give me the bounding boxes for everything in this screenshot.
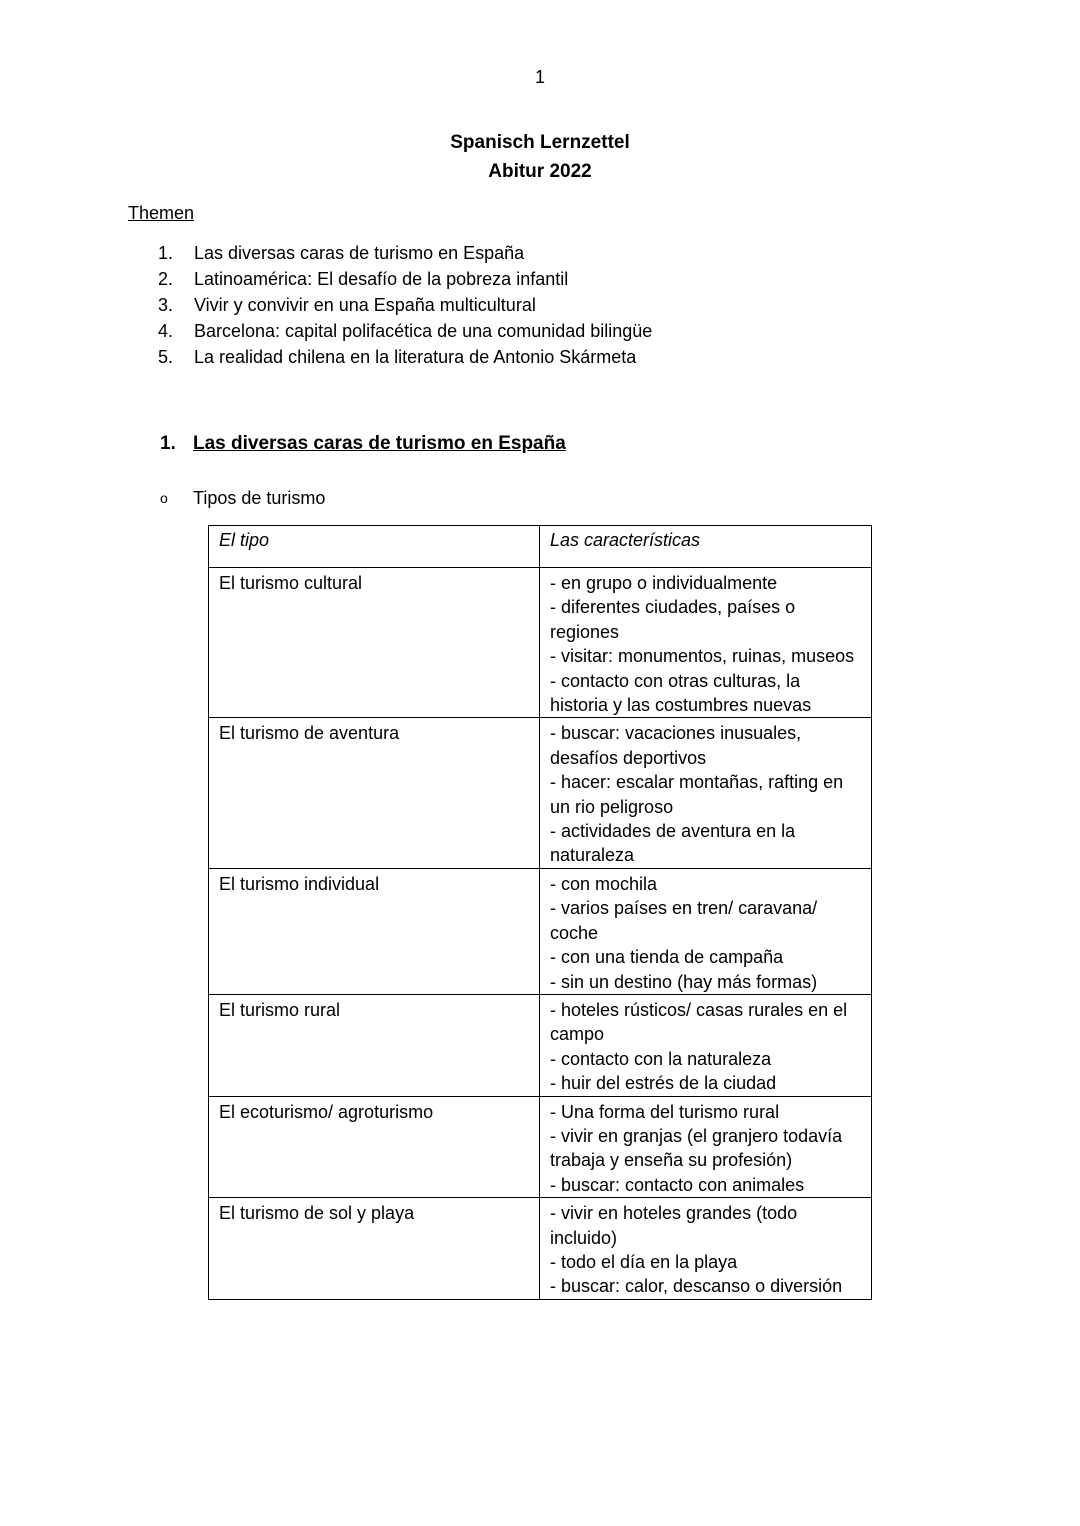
characteristic-line: - todo el día en la playa xyxy=(550,1251,738,1272)
characteristic-line: - vivir en hoteles grandes (todo xyxy=(550,1203,798,1224)
characteristic-line: campo xyxy=(550,1024,605,1045)
characteristic-line: - hacer: escalar montañas, rafting en xyxy=(550,772,844,793)
characteristics-cell xyxy=(540,868,872,994)
bullet-text: Tipos de turismo xyxy=(193,488,326,508)
topic-item xyxy=(158,294,652,320)
type-cell: El turismo de sol y playa xyxy=(209,1198,540,1300)
characteristic-line: - buscar: contacto con animales xyxy=(550,1174,805,1195)
themen-heading: Themen xyxy=(128,203,195,223)
characteristics-cell xyxy=(540,994,872,1096)
table-row xyxy=(209,1096,872,1198)
topic-number: 2. xyxy=(158,269,174,289)
section-heading xyxy=(160,432,566,456)
characteristic-line: un rio peligroso xyxy=(550,796,674,817)
characteristic-line: - con mochila xyxy=(550,873,658,894)
section-title: Las diversas caras de turismo en España xyxy=(193,433,566,454)
characteristic-line: trabaja y enseña su profesión) xyxy=(550,1150,793,1171)
characteristic-line: regiones xyxy=(550,621,620,642)
characteristic-line: - Una forma del turismo rural xyxy=(550,1101,780,1122)
topic-item xyxy=(158,320,652,346)
characteristic-line: - sin un destino (hay más formas) xyxy=(550,971,818,992)
characteristic-line: desafíos deportivos xyxy=(550,747,707,768)
topic-number: 4. xyxy=(158,321,174,341)
table-row xyxy=(209,1198,872,1300)
topic-text: Las diversas caras de turismo en España xyxy=(194,243,525,263)
document-subtitle: Abitur 2022 xyxy=(488,161,592,182)
characteristic-line: - diferentes ciudades, países o xyxy=(550,597,796,618)
topic-number: 5. xyxy=(158,347,174,367)
topic-list xyxy=(158,242,652,372)
characteristic-line: historia y las costumbres nuevas xyxy=(550,695,812,716)
type-cell: El turismo individual xyxy=(209,868,540,994)
topic-text: Vivir y convivir en una España multicultural xyxy=(194,295,536,315)
characteristic-line: - en grupo o individualmente xyxy=(550,573,778,593)
characteristic-line: - actividades de aventura en la xyxy=(550,821,796,842)
characteristics-cell xyxy=(540,568,872,718)
section-number: 1. xyxy=(160,433,176,454)
characteristics-cell xyxy=(540,718,872,868)
topic-text: La realidad chilena en la literatura de Antonio Skármeta xyxy=(194,347,637,367)
topic-number: 1. xyxy=(158,243,174,263)
characteristic-line: - contacto con otras culturas, la xyxy=(550,670,801,691)
bullet-item xyxy=(160,487,325,509)
type-cell: El turismo cultural xyxy=(209,568,540,718)
topic-item xyxy=(158,268,652,294)
characteristic-line: coche xyxy=(550,922,599,943)
table-row xyxy=(209,994,872,1096)
table-row xyxy=(209,568,872,718)
topic-item xyxy=(158,242,652,268)
characteristic-line: incluido) xyxy=(550,1227,618,1248)
table-row xyxy=(209,718,872,868)
characteristic-line: - buscar: vacaciones inusuales, xyxy=(550,723,802,744)
topic-text: Barcelona: capital polifacética de una comunidad bilingüe xyxy=(194,321,653,341)
characteristics-cell xyxy=(540,1198,872,1300)
column-header-characteristics: Las características xyxy=(540,526,872,568)
characteristic-line: - huir del estrés de la ciudad xyxy=(550,1073,777,1094)
page-number: 1 xyxy=(534,67,545,87)
characteristic-line: - con una tienda de campaña xyxy=(550,947,784,968)
characteristic-line: - vivir en granjas (el granjero todavía xyxy=(550,1125,843,1146)
tourism-types-table xyxy=(208,525,872,1300)
characteristic-line: - visitar: monumentos, ruinas, museos xyxy=(550,646,855,667)
column-header-type: El tipo xyxy=(209,526,540,568)
characteristic-line: naturaleza xyxy=(550,845,635,866)
characteristic-line: - varios países en tren/ caravana/ xyxy=(550,898,818,919)
topic-item xyxy=(158,346,652,372)
table-header-row xyxy=(209,526,872,568)
type-cell: El turismo rural xyxy=(209,994,540,1096)
topic-number: 3. xyxy=(158,295,174,315)
type-cell: El ecoturismo/ agroturismo xyxy=(209,1096,540,1198)
document-title: Spanisch Lernzettel xyxy=(450,132,630,153)
characteristic-line: - buscar: calor, descanso o diversión xyxy=(550,1276,843,1297)
table-row xyxy=(209,868,872,994)
type-cell: El turismo de aventura xyxy=(209,718,540,868)
topic-text: Latinoamérica: El desafío de la pobreza infantil xyxy=(194,269,569,289)
characteristics-cell xyxy=(540,1096,872,1198)
characteristic-line: - contacto con la naturaleza xyxy=(550,1048,772,1069)
characteristic-line: - hoteles rústicos/ casas rurales en el xyxy=(550,999,848,1020)
circle-bullet-icon: o xyxy=(160,490,168,506)
